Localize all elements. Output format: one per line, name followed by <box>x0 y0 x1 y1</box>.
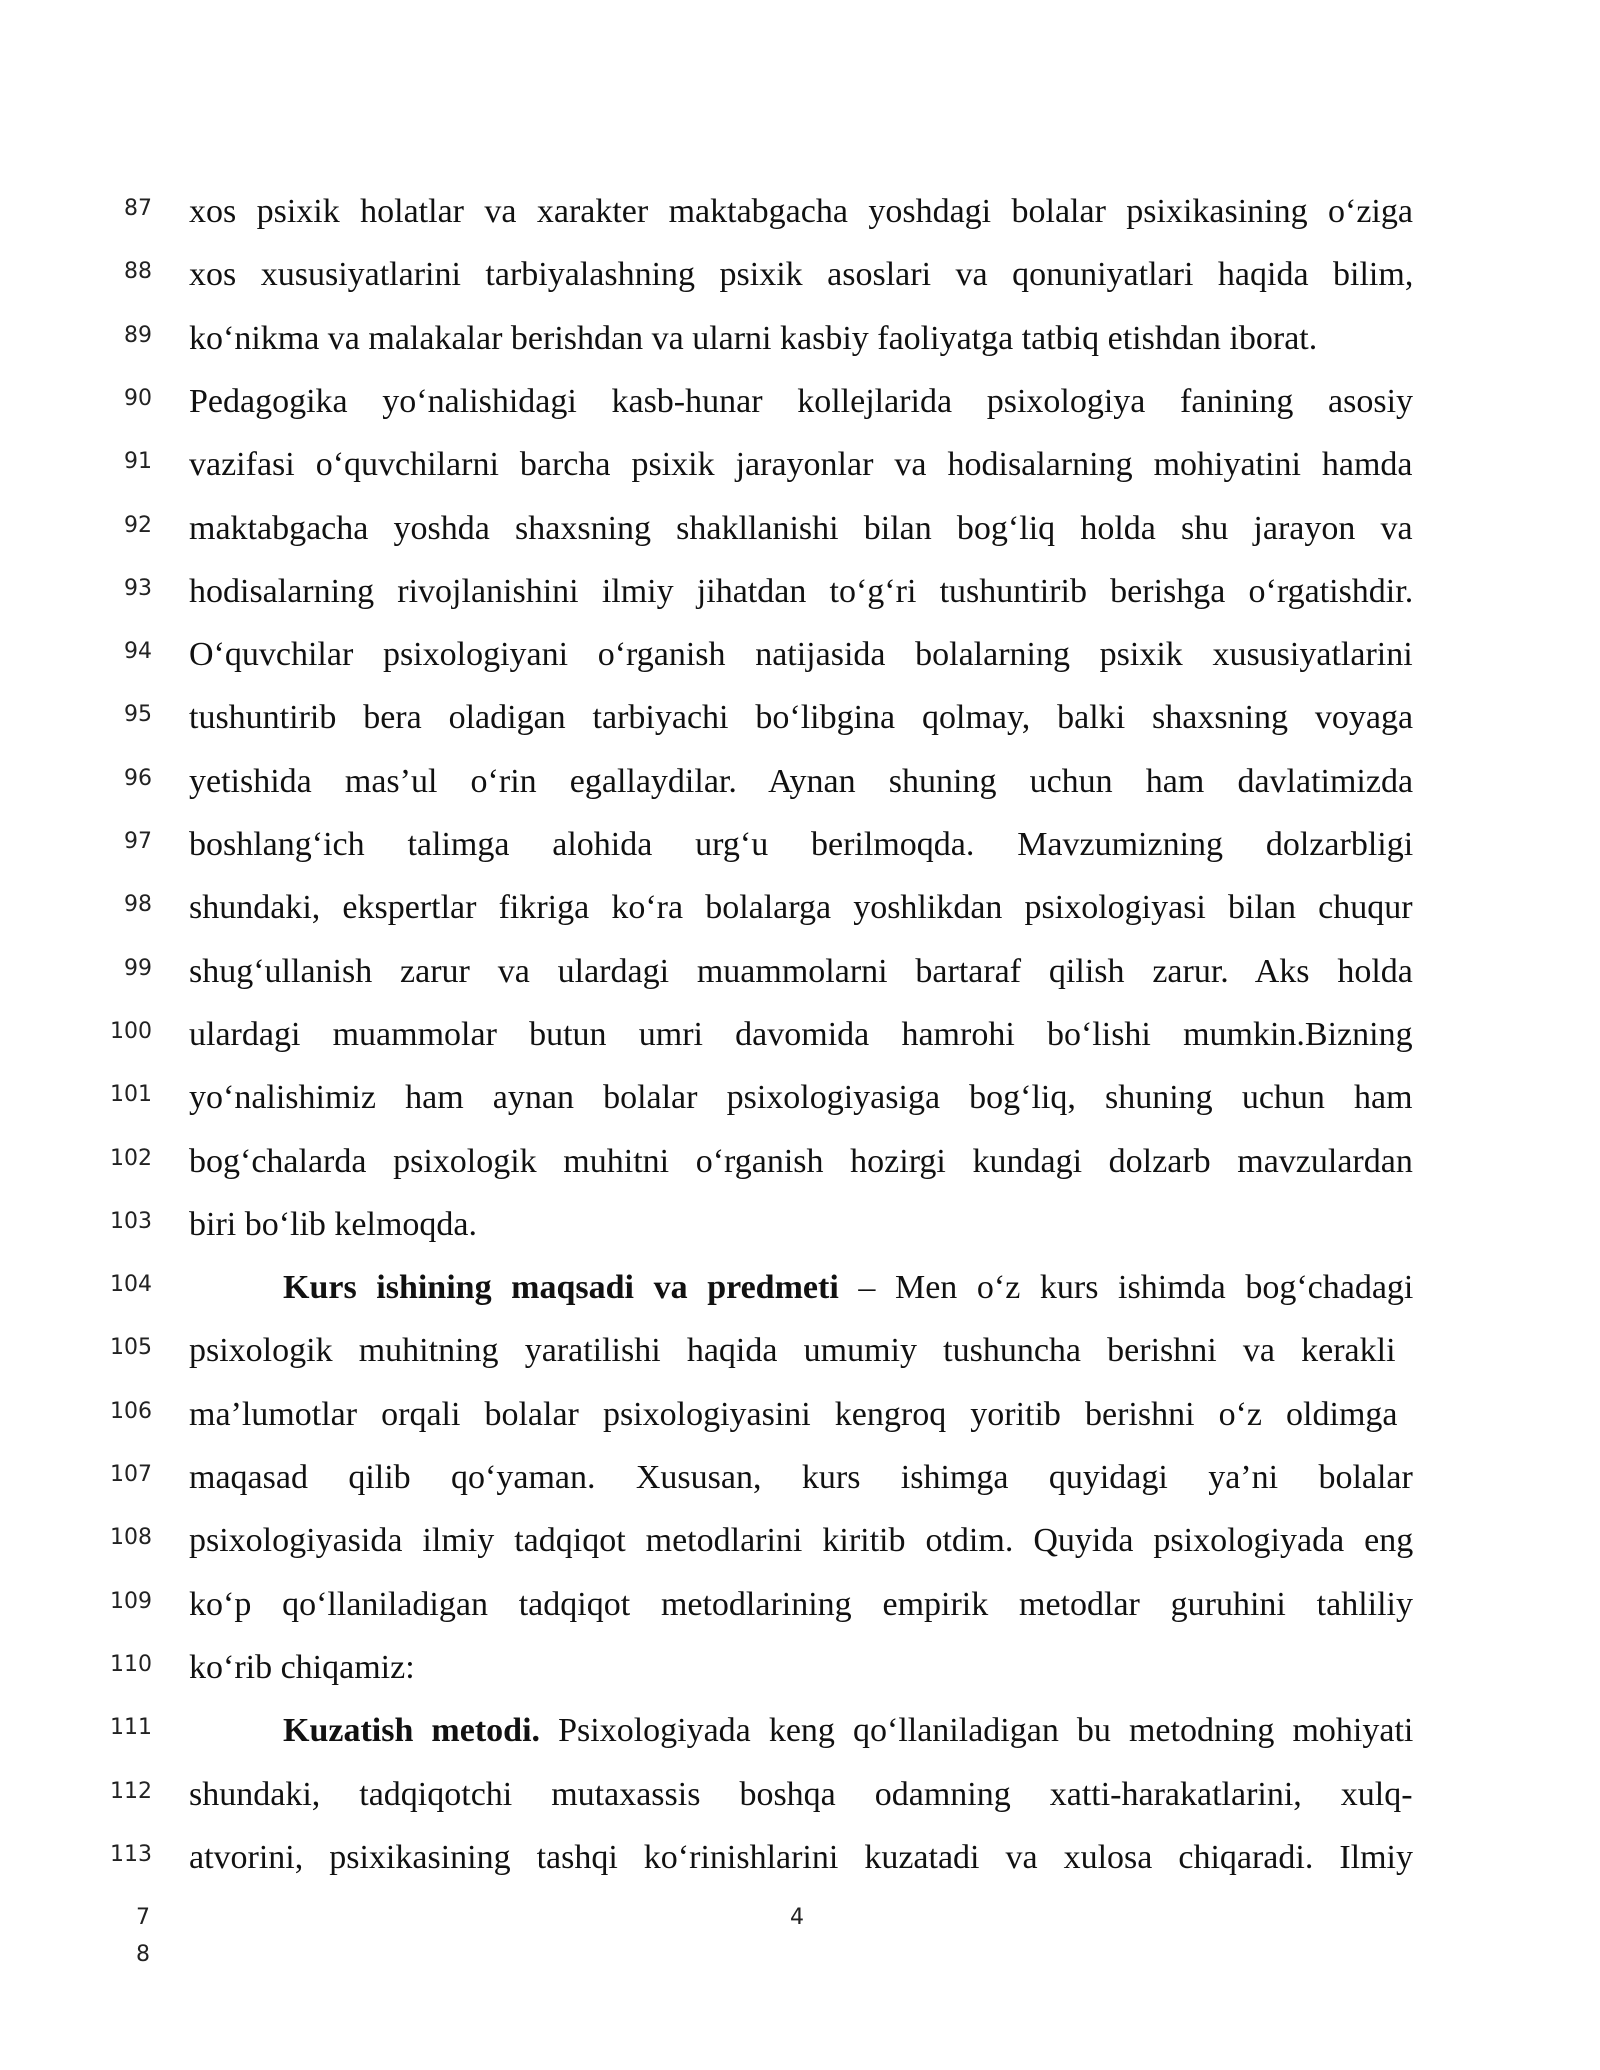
text-line <box>0 1636 1600 1699</box>
line-number: 99 <box>124 955 152 981</box>
line-text: maktabgacha yoshda shaxsning shakllanishi bilan bog‘liq holda shu jarayon va <box>189 509 1413 547</box>
text-line <box>0 1193 1600 1256</box>
line-number: 112 <box>110 1778 152 1804</box>
line-text: ko‘nikma va malakalar berishdan va ularni kasbiy faoliyatga tatbiq etishdan iborat. <box>189 319 1318 357</box>
line-text: yetishida mas’ul o‘rin egallaydilar. Aynan shuning uchun ham davlatimizda <box>189 762 1414 800</box>
text-line <box>0 1003 1600 1066</box>
footer-line-number-8: 8 <box>136 1942 150 1967</box>
line-number: 103 <box>110 1208 152 1234</box>
line-number: 113 <box>110 1841 152 1867</box>
text-line <box>0 180 1600 243</box>
line-number: 106 <box>110 1398 152 1424</box>
text-line <box>0 1699 1600 1762</box>
line-text: tushuntirib bera oladigan tarbiyachi bo‘libgina qolmay, balki shaxsning voyaga <box>189 699 1414 737</box>
line-text: shundaki, tadqiqotchi mutaxassis boshqa odamning xatti-harakatlarini, xulq- <box>189 1775 1413 1813</box>
line-text: O‘quvchilar psixologiyani o‘rganish natijasida bolalarning psixik xususiyatlarini <box>189 636 1413 674</box>
text-line <box>0 243 1600 306</box>
line-text <box>283 1699 1413 1762</box>
line-number: 109 <box>110 1588 152 1614</box>
line-text: atvorini, psixikasining tashqi ko‘rinishlarini kuzatadi va xulosa chiqaradi. Ilmiy <box>189 1838 1413 1876</box>
line-number: 111 <box>110 1715 152 1741</box>
line-number: 101 <box>110 1082 152 1108</box>
line-text: Pedagogika yo‘nalishidagi kasb-hunar kollejlarida psixologiya fanining asosiy <box>189 382 1414 420</box>
line-number: 97 <box>124 829 152 854</box>
text-line <box>0 813 1600 876</box>
line-text: ma’lumotlar orqali bolalar psixologiyasini kengroq yoritib berishni o‘z oldimga <box>189 1395 1398 1433</box>
line-text: psixologik muhitning yaratilishi haqida umumiy tushuncha berishni va kerakli <box>189 1332 1396 1370</box>
page-number: 4 <box>790 1905 804 1930</box>
footer-line-number-7: 7 <box>136 1905 150 1930</box>
text-line <box>0 623 1600 686</box>
line-text: xos xususiyatlarini tarbiyalashning psixik asoslari va qonuniyatlari haqida bilim, <box>189 256 1414 294</box>
text-line <box>0 307 1600 370</box>
line-text: ulardagi muammolar butun umri davomida hamrohi bo‘lishi mumkin.Bizning <box>189 1015 1413 1053</box>
text-line <box>0 370 1600 433</box>
line-text: xos psixik holatlar va xarakter maktabgacha yoshdagi bolalar psixikasining o‘ziga <box>189 193 1413 230</box>
text-line <box>0 1446 1600 1509</box>
line-number: 105 <box>110 1335 152 1361</box>
line-text: ko‘rib chiqamiz: <box>189 1648 415 1686</box>
line-number: 92 <box>124 512 152 538</box>
line-text: psixologiyasida ilmiy tadqiqot metodlarini kiritib otdim. Quyida psixologiyada eng <box>189 1522 1414 1560</box>
text-line <box>0 1383 1600 1446</box>
text-line <box>0 1826 1600 1889</box>
text-line <box>0 1066 1600 1129</box>
line-number: 91 <box>124 449 152 475</box>
text-line <box>0 497 1600 560</box>
text-line <box>0 1573 1600 1636</box>
text-line <box>0 940 1600 1003</box>
text-line <box>0 1509 1600 1572</box>
line-number: 90 <box>124 385 152 411</box>
line-number: 96 <box>124 765 152 791</box>
line-number: 94 <box>124 639 152 665</box>
line-text: boshlang‘ich talimga alohida urg‘u berilmoqda. Mavzumizning dolzarbligi <box>189 826 1414 863</box>
text-line <box>0 876 1600 939</box>
line-text: bog‘chalarda psixologik muhitni o‘rganish hozirgi kundagi dolzarb mavzulardan <box>189 1142 1413 1180</box>
text-line <box>0 750 1600 813</box>
line-number: 104 <box>110 1272 152 1298</box>
line-number: 89 <box>124 322 152 348</box>
text-line <box>0 1763 1600 1826</box>
line-text: ko‘p qo‘llaniladigan tadqiqot metodlarining empirik metodlar guruhini tahliliy <box>189 1585 1413 1623</box>
line-text: shug‘ullanish zarur va ulardagi muammolarni bartaraf qilish zarur. Aks holda <box>189 952 1413 990</box>
line-number: 95 <box>124 702 152 728</box>
text-line <box>0 1256 1600 1319</box>
text-line <box>0 1130 1600 1193</box>
line-number: 107 <box>110 1462 152 1487</box>
text-line <box>0 433 1600 496</box>
line-text: shundaki, ekspertlar fikriga ko‘ra bolalarga yoshlikdan psixologiyasi bilan chuqur <box>189 889 1413 927</box>
line-text: yo‘nalishimiz ham aynan bolalar psixologiyasiga bog‘liq, shuning uchun ham <box>189 1079 1413 1117</box>
line-number: 98 <box>124 892 152 918</box>
text-line <box>0 560 1600 623</box>
text-line <box>0 686 1600 749</box>
line-text-rest: Psixologiyada keng qo‘llaniladigan bu metodning mohiyati <box>540 1712 1414 1750</box>
line-number: 100 <box>110 1018 152 1044</box>
line-number: 93 <box>124 575 152 601</box>
line-text: vazifasi o‘quvchilarni barcha psixik jarayonlar va hodisalarning mohiyatini hamda <box>189 446 1413 484</box>
line-text-rest: – Men o‘z kurs ishimda bog‘chadagi <box>838 1269 1414 1307</box>
line-number: 88 <box>124 259 152 285</box>
line-text: maqasad qilib qo‘yaman. Xususan, kurs ishimga quyidagi ya’ni bolalar <box>189 1459 1413 1496</box>
line-text: hodisalarning rivojlanishini ilmiy jihatdan to‘g‘ri tushuntirib berishga o‘rgatishdir. <box>189 572 1414 610</box>
line-number: 102 <box>110 1145 152 1171</box>
line-text <box>283 1256 1413 1319</box>
line-number: 108 <box>110 1525 152 1551</box>
bold-heading: Kuzatish metodi. <box>283 1712 541 1750</box>
line-number: 110 <box>110 1651 152 1677</box>
line-number: 87 <box>124 196 152 221</box>
line-text: biri bo‘lib kelmoqda. <box>189 1205 478 1243</box>
bold-heading: Kurs ishining maqsadi va predmeti <box>283 1269 839 1307</box>
text-line <box>0 1319 1600 1382</box>
